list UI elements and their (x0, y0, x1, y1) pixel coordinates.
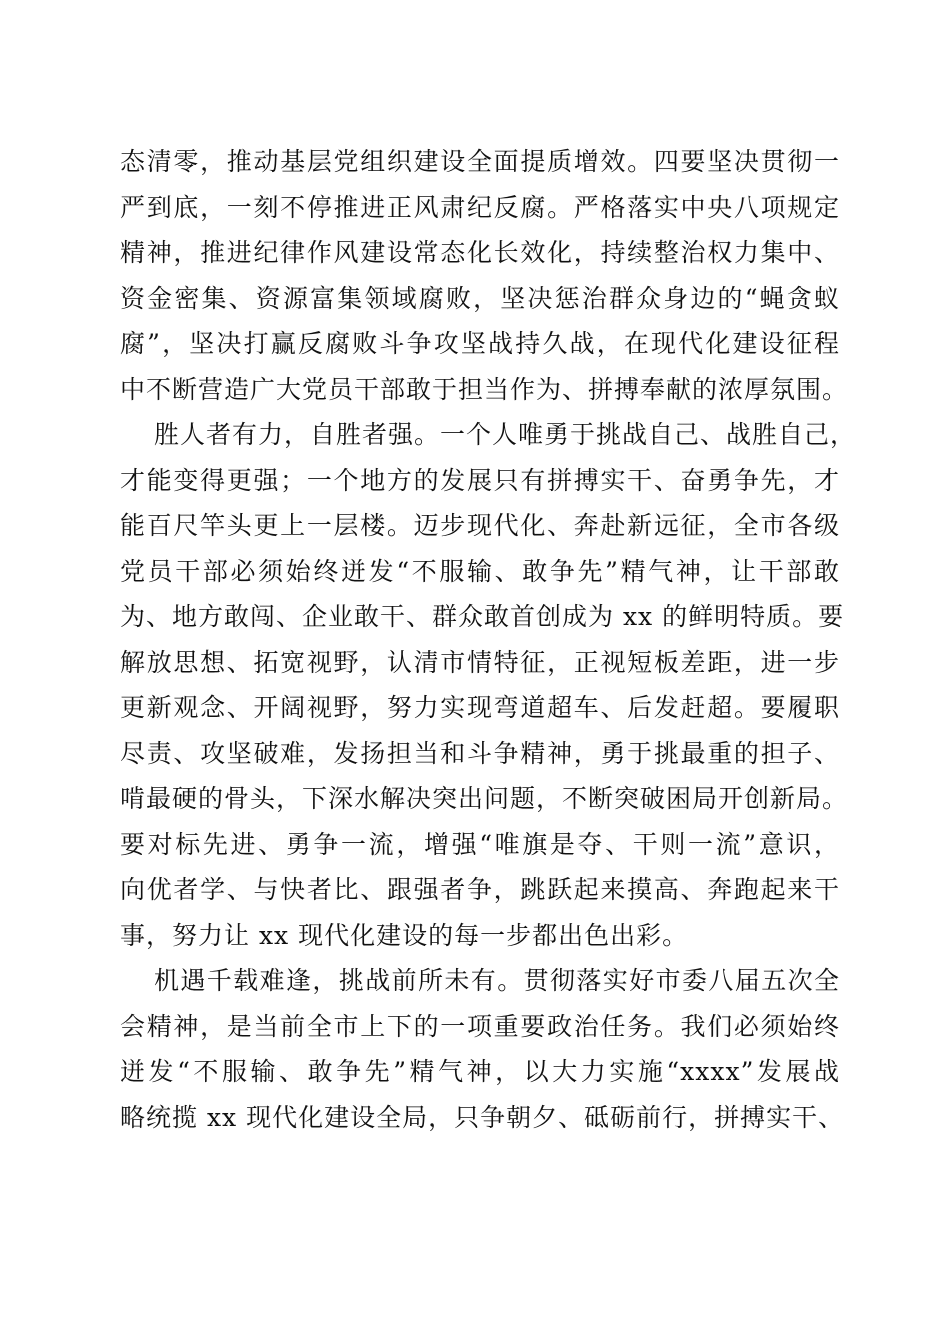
text-line: 党员干部必须始终迸发“不服输、敢争先”精气神，让干部敢 (120, 556, 840, 586)
text-line: 迸发“不服输、敢争先”精气神，以大力实施“xxxx”发展战 (120, 1057, 840, 1086)
text-line: 向优者学、与快者比、跟强者争，跳跃起来摸高、奔跑起来干 (120, 875, 840, 904)
text-line: 中不断营造广大党员干部敢于担当作为、拼搏奉献的浓厚氛围。 (120, 374, 849, 404)
text-line: 腐”，坚决打赢反腐败斗争攻坚战持久战，在现代化建设征程 (120, 329, 840, 358)
text-line: 要对标先进、勇争一流，增强“唯旗是夺、干则一流”意识， (120, 829, 840, 859)
text-line: 胜人者有力，自胜者强。一个人唯勇于挑战自己、战胜自己， (154, 420, 857, 449)
text-line: 为、地方敢闯、企业敢干、群众敢首创成为 xx 的鲜明特质。要 (120, 602, 845, 631)
text-line: 机遇千载难逢，挑战前所未有。贯彻落实好市委八届五次全 (154, 966, 840, 995)
text-line: 会精神，是当前全市上下的一项重要政治任务。我们必须始终 (120, 1011, 840, 1041)
text-line: 尽责、攻坚破难，发扬担当和斗争精神，勇于挑最重的担子、 (120, 738, 840, 768)
text-line: 略统揽 xx 现代化建设全局，只争朝夕、砥砺前行，拼搏实干、 (120, 1102, 845, 1132)
text-line: 精神，推进纪律作风建设常态化长效化，持续整治权力集中、 (120, 238, 840, 267)
text-line: 事，努力让 xx 现代化建设的每一步都出色出彩。 (120, 920, 689, 950)
text-line: 啃最硬的骨头，下深水解决突出问题，不断突破困局开创新局。 (120, 784, 849, 813)
text-line: 能百尺竿头更上一层楼。迈步现代化、奔赴新远征，全市各级 (120, 511, 840, 540)
text-line: 更新观念、开阔视野，努力实现弯道超车、后发赶超。要履职 (120, 693, 840, 722)
body-text (120, 139, 857, 1140)
text-line: 严到底，一刻不停推进正风肃纪反腐。严格落实中央八项规定 (120, 192, 840, 222)
text-line: 态清零，推动基层党组织建设全面提质增效。四要坚决贯彻一 (120, 147, 840, 176)
text-line: 解放思想、拓宽视野，认清市情特征，正视短板差距，进一步 (120, 647, 840, 677)
text-line: 资金密集、资源富集领域腐败，坚决惩治群众身边的“蝇贪蚁 (120, 283, 840, 313)
text-line: 才能变得更强；一个地方的发展只有拼搏实干、奋勇争先，才 (120, 465, 840, 495)
